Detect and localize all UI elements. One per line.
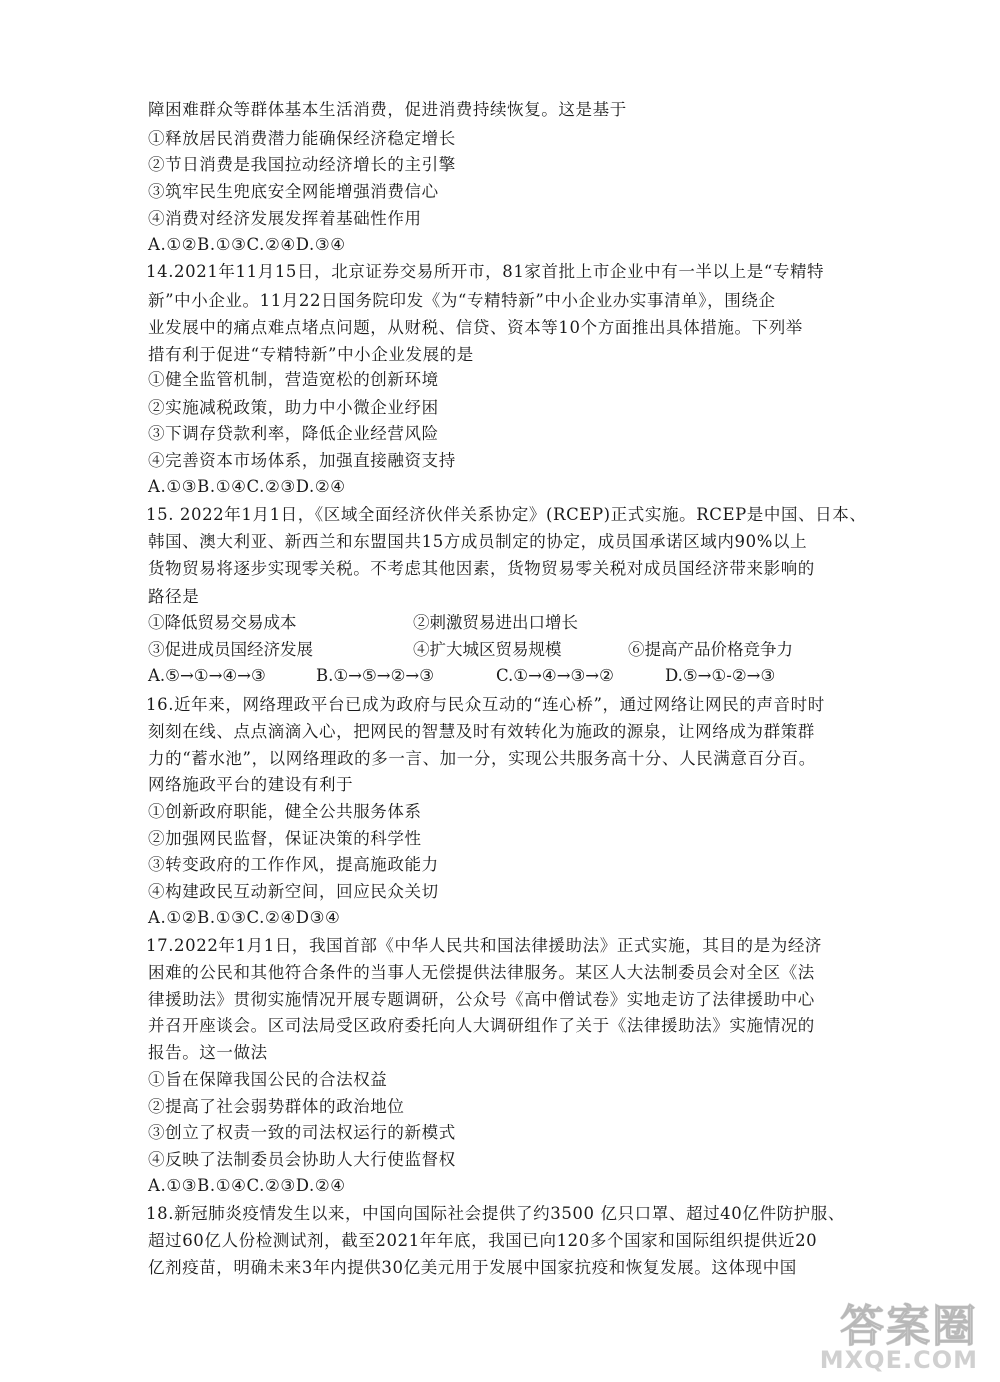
q13-option-4: ④消费对经济发展发挥着基础性作用 <box>148 209 422 228</box>
watermark-url: MXQE.COM <box>819 1346 978 1374</box>
q17-answers: A.①③B.①④C.②③D.②④ <box>148 1176 346 1195</box>
q17-option-3: ③创立了权责一致的司法权运行的新模式 <box>148 1123 456 1142</box>
q13-option-1: ①释放居民消费潜力能确保经济稳定增长 <box>148 129 456 148</box>
q14-option-4: ④完善资本市场体系，加强直接融资支持 <box>148 451 456 470</box>
q14-stem-line: 业发展中的痛点难点堵点问题，从财税、信贷、资本等10个方面推出具体措施。下列举 <box>148 318 803 337</box>
q15-stem-line: 15. 2022年1月1日，《区域全面经济伙伴关系协定》(RCEP)正式实施。RCEP是中国、日本、 <box>146 505 867 524</box>
watermark <box>818 1290 978 1374</box>
q14-option-2: ②实施减税政策，助力中小微企业纾困 <box>148 398 439 417</box>
q16-stem-line: 网络施政平台的建设有利于 <box>148 775 354 794</box>
q13-answers: A.①②B.①③C.②④D.③④ <box>148 235 346 254</box>
q15-stem-line: 货物贸易将逐步实现零关税。不考虑其他因素，货物贸易零关税对成员国经济带来影响的 <box>148 559 815 578</box>
q15-answers <box>148 663 848 689</box>
q15-answer-c: C.①→④→③→② <box>496 666 614 685</box>
q17-stem-line: 律援助法》贯彻实施情况开展专题调研，公众号《高中僧试卷》实地走访了法律援助中心 <box>148 990 815 1009</box>
q18-stem-line: 超过60亿人份检测试剂，截至2021年年底，我国已向120多个国家和国际组织提供近20 <box>148 1231 818 1250</box>
q13-option-2: ②节日消费是我国拉动经济增长的主引擎 <box>148 155 456 174</box>
q17-stem-line: 17.2022年1月1日，我国首部《中华人民共和国法律援助法》正式实施，其目的是为经济 <box>146 936 823 955</box>
q17-stem-line: 报告。这一做法 <box>148 1043 268 1062</box>
q17-stem-line: 并召开座谈会。区司法局受区政府委托向人大调研组作了关于《法律援助法》实施情况的 <box>148 1016 815 1035</box>
q13-option-3: ③筑牢民生兜底安全网能增强消费信心 <box>148 182 439 201</box>
q14-option-3: ③下调存贷款利率，降低企业经营风险 <box>148 424 439 443</box>
q18-stem-line: 亿剂疫苗，明确未来3年内提供30亿美元用于发展中国家抗疫和恢复发展。这体现中国 <box>148 1258 797 1277</box>
watermark-logo: 答案圈 <box>840 1301 978 1352</box>
q16-answers: A.①②B.①③C.②④D③④ <box>148 908 341 927</box>
q16-option-4: ④构建政民互动新空间，回应民众关切 <box>148 882 439 901</box>
q15-stem-line: 韩国、澳大利亚、新西兰和东盟国共15方成员制定的协定，成员国承诺区域内90%以上 <box>148 532 808 551</box>
q17-option-1: ①旨在保障我国公民的合法权益 <box>148 1070 388 1089</box>
q14-stem-line: 新”中小企业。11月22日国务院印发《为“专精特新”中小企业办实事清单》，围绕企 <box>148 291 776 310</box>
q15-answer-d: D.⑤→①-②→③ <box>665 666 776 685</box>
q15-option-1: ①降低贸易交易成本 <box>148 613 297 632</box>
q14-stem-line: 措有利于促进“专精特新”中小企业发展的是 <box>148 345 474 364</box>
q16-stem-line: 16.近年来，网络理政平台已成为政府与民众互动的“连心桥”，通过网络让网民的声音时时 <box>146 695 825 714</box>
q15-option-2: ②刺激贸易进出口增长 <box>413 613 578 632</box>
q16-option-3: ③转变政府的工作作风，提高施政能力 <box>148 855 439 874</box>
q15-answer-b: B.①→⑤→②→③ <box>316 666 435 685</box>
q14-stem-line: 14.2021年11月15日，北京证券交易所开市，81家首批上市企业中有一半以上是“专精特 <box>146 262 825 281</box>
q17-option-4: ④反映了法制委员会协助人大行使监督权 <box>148 1150 456 1169</box>
q15-answer-a: A.⑤→①→④→③ <box>148 666 266 685</box>
q16-option-2: ②加强网民监督，保证决策的科学性 <box>148 829 422 848</box>
q14-answers: A.①③B.①④C.②③D.②④ <box>148 477 346 496</box>
q17-stem-line: 困难的公民和其他符合条件的当事人无偿提供法律服务。某区人大法制委员会对全区《法 <box>148 963 815 982</box>
q13-stem: 障困难群众等群体基本生活消费，促进消费持续恢复。这是基于 <box>148 100 627 119</box>
q17-option-2: ②提高了社会弱势群体的政治地位 <box>148 1097 405 1116</box>
q16-stem-line: 刻刻在线、点点滴滴入心，把网民的智慧及时有效转化为施政的源泉，让网络成为群策群 <box>148 722 815 741</box>
q15-options-row-1 <box>148 610 848 636</box>
q15-option-3: ③促进成员国经济发展 <box>148 640 313 659</box>
q15-option-6: ⑥提高产品价格竞争力 <box>628 640 793 659</box>
q15-options-row-2 <box>148 637 848 663</box>
q18-stem-line: 18.新冠肺炎疫情发生以来，中国向国际社会提供了约3500 亿只口罩、超过40亿件防护服、 <box>146 1204 845 1223</box>
q14-option-1: ①健全监管机制，营造宽松的创新环境 <box>148 370 439 389</box>
q15-option-4: ④扩大城区贸易规模 <box>413 640 562 659</box>
q16-option-1: ①创新政府职能，健全公共服务体系 <box>148 802 422 821</box>
q15-stem-line: 路径是 <box>148 587 200 606</box>
q16-stem-line: 力的“蓄水池”，以网络理政的多一言、加一分，实现公共服务高十分、人民满意百分百。 <box>148 749 816 768</box>
